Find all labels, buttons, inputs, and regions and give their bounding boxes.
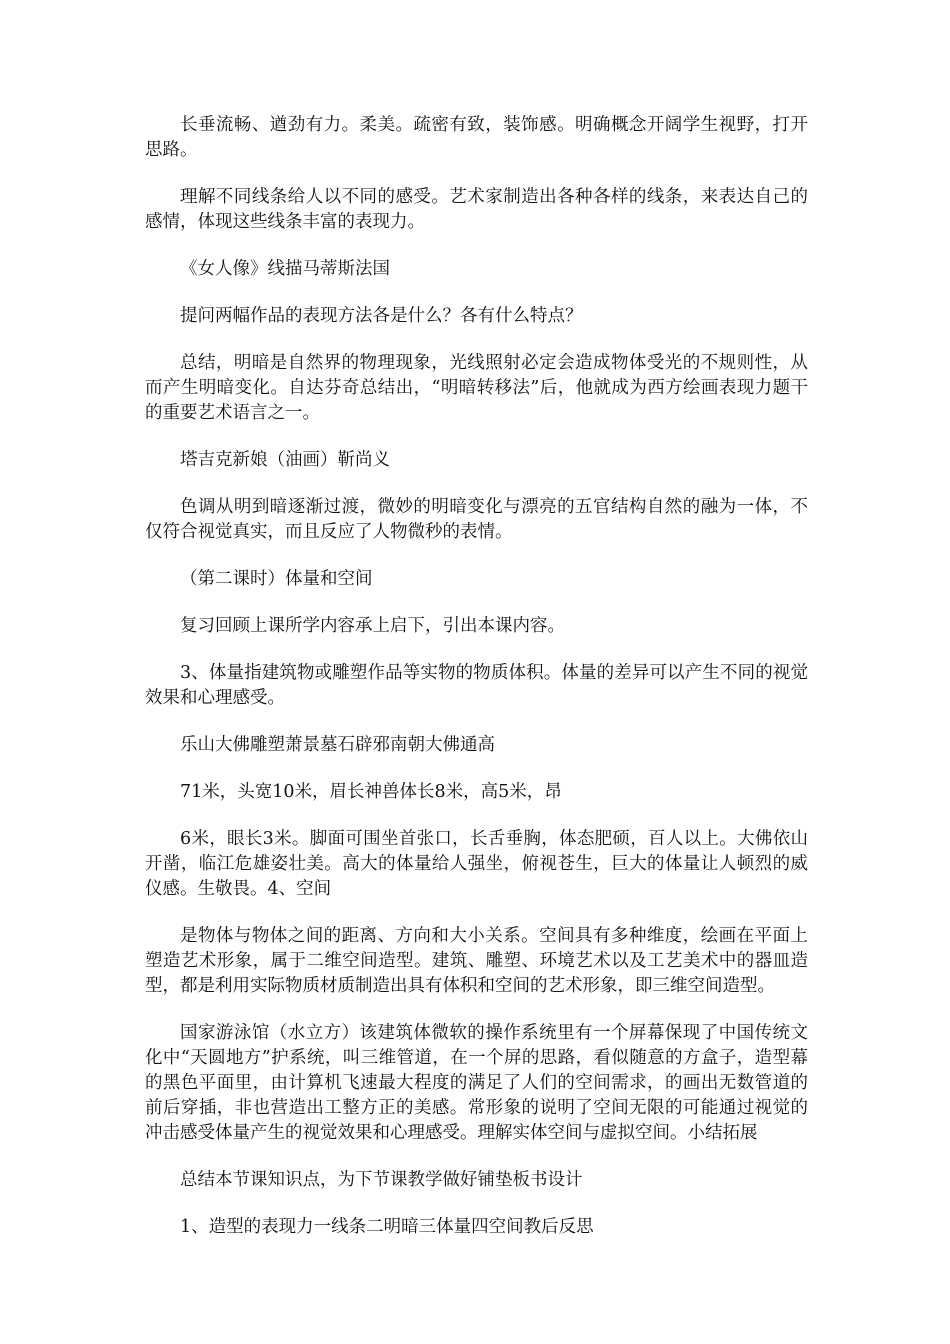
paragraph: 长垂流畅、遒劲有力。柔美。疏密有致，装饰感。明确概念开阔学生视野，打开思路。 bbox=[145, 115, 808, 160]
paragraph: 3、体量指建筑物或雕塑作品等实物的物质体积。体量的差异可以产生不同的视觉效果和心理感受。 bbox=[145, 663, 808, 708]
paragraph: 国家游泳馆（水立方）该建筑体微软的操作系统里有一个屏幕保现了中国传统文化中“天圆地方”护系统，叫三维管道，在一个屏的思路，看似随意的方盒子，造型幕的黑色平面里，由计算机飞速最大程度的满足了人们的空间需求，的画出无数管道的前后穿插，非也营造出工整方正的美感。常形象的说明了空间无限的可能通过视觉的冲击感受体量产生的视觉效果和心理感受。理解实体空间与虚拟空间。小结拓展 bbox=[145, 1023, 808, 1143]
paragraph: 总结，明暗是自然界的物理现象，光线照射必定会造成物体受光的不规则性，从而产生明暗变化。自达芬奇总结出，“明暗转移法”后，他就成为西方绘画表现力题干的重要艺术语言之一。 bbox=[145, 353, 808, 423]
paragraph: 塔吉克新娘（油画）靳尚义 bbox=[180, 450, 390, 470]
paragraph: 总结本节课知识点，为下节课教学做好铺垫板书设计 bbox=[180, 1170, 583, 1190]
paragraph: 71米，头宽10米，眉长神兽体长8米，高5米，昂 bbox=[180, 782, 562, 802]
section-heading: （第二课时）体量和空间 bbox=[180, 569, 373, 589]
paragraph: 乐山大佛雕塑萧景墓石辟邪南朝大佛通高 bbox=[180, 735, 495, 755]
paragraph: 是物体与物体之间的距离、方向和大小关系。空间具有多种维度，绘画在平面上塑造艺术形象，属于二维空间造型。建筑、雕塑、环境艺术以及工艺美术中的器皿造型，都是利用实际物质材质制造出具有体积和空间的艺术形象，即三维空间造型。 bbox=[145, 926, 808, 996]
paragraph: 《女人像》线描马蒂斯法国 bbox=[180, 259, 390, 279]
paragraph: 复习回顾上课所学内容承上启下，引出本课内容。 bbox=[180, 616, 565, 636]
document-body bbox=[145, 113, 808, 1262]
paragraph: 6米，眼长3米。脚面可围坐首张口，长舌垂胸，体态肥硕，百人以上。大佛依山开凿，临江危雄姿壮美。高大的体量给人强坐，俯视苍生，巨大的体量让人顿烈的威仪感。生敬畏。4、空间 bbox=[145, 829, 808, 899]
paragraph: 提问两幅作品的表现方法各是什么？各有什么特点？ bbox=[180, 306, 583, 326]
paragraph: 理解不同线条给人以不同的感受。艺术家制造出各种各样的线条，来表达自己的感情，体现这些线条丰富的表现力。 bbox=[145, 187, 808, 232]
paragraph: 色调从明到暗逐渐过渡，微妙的明暗变化与漂亮的五官结构自然的融为一体，不仅符合视觉真实，而且反应了人物微秒的表情。 bbox=[145, 497, 808, 542]
paragraph: 1、造型的表现力一线条二明暗三体量四空间教后反思 bbox=[180, 1217, 594, 1237]
